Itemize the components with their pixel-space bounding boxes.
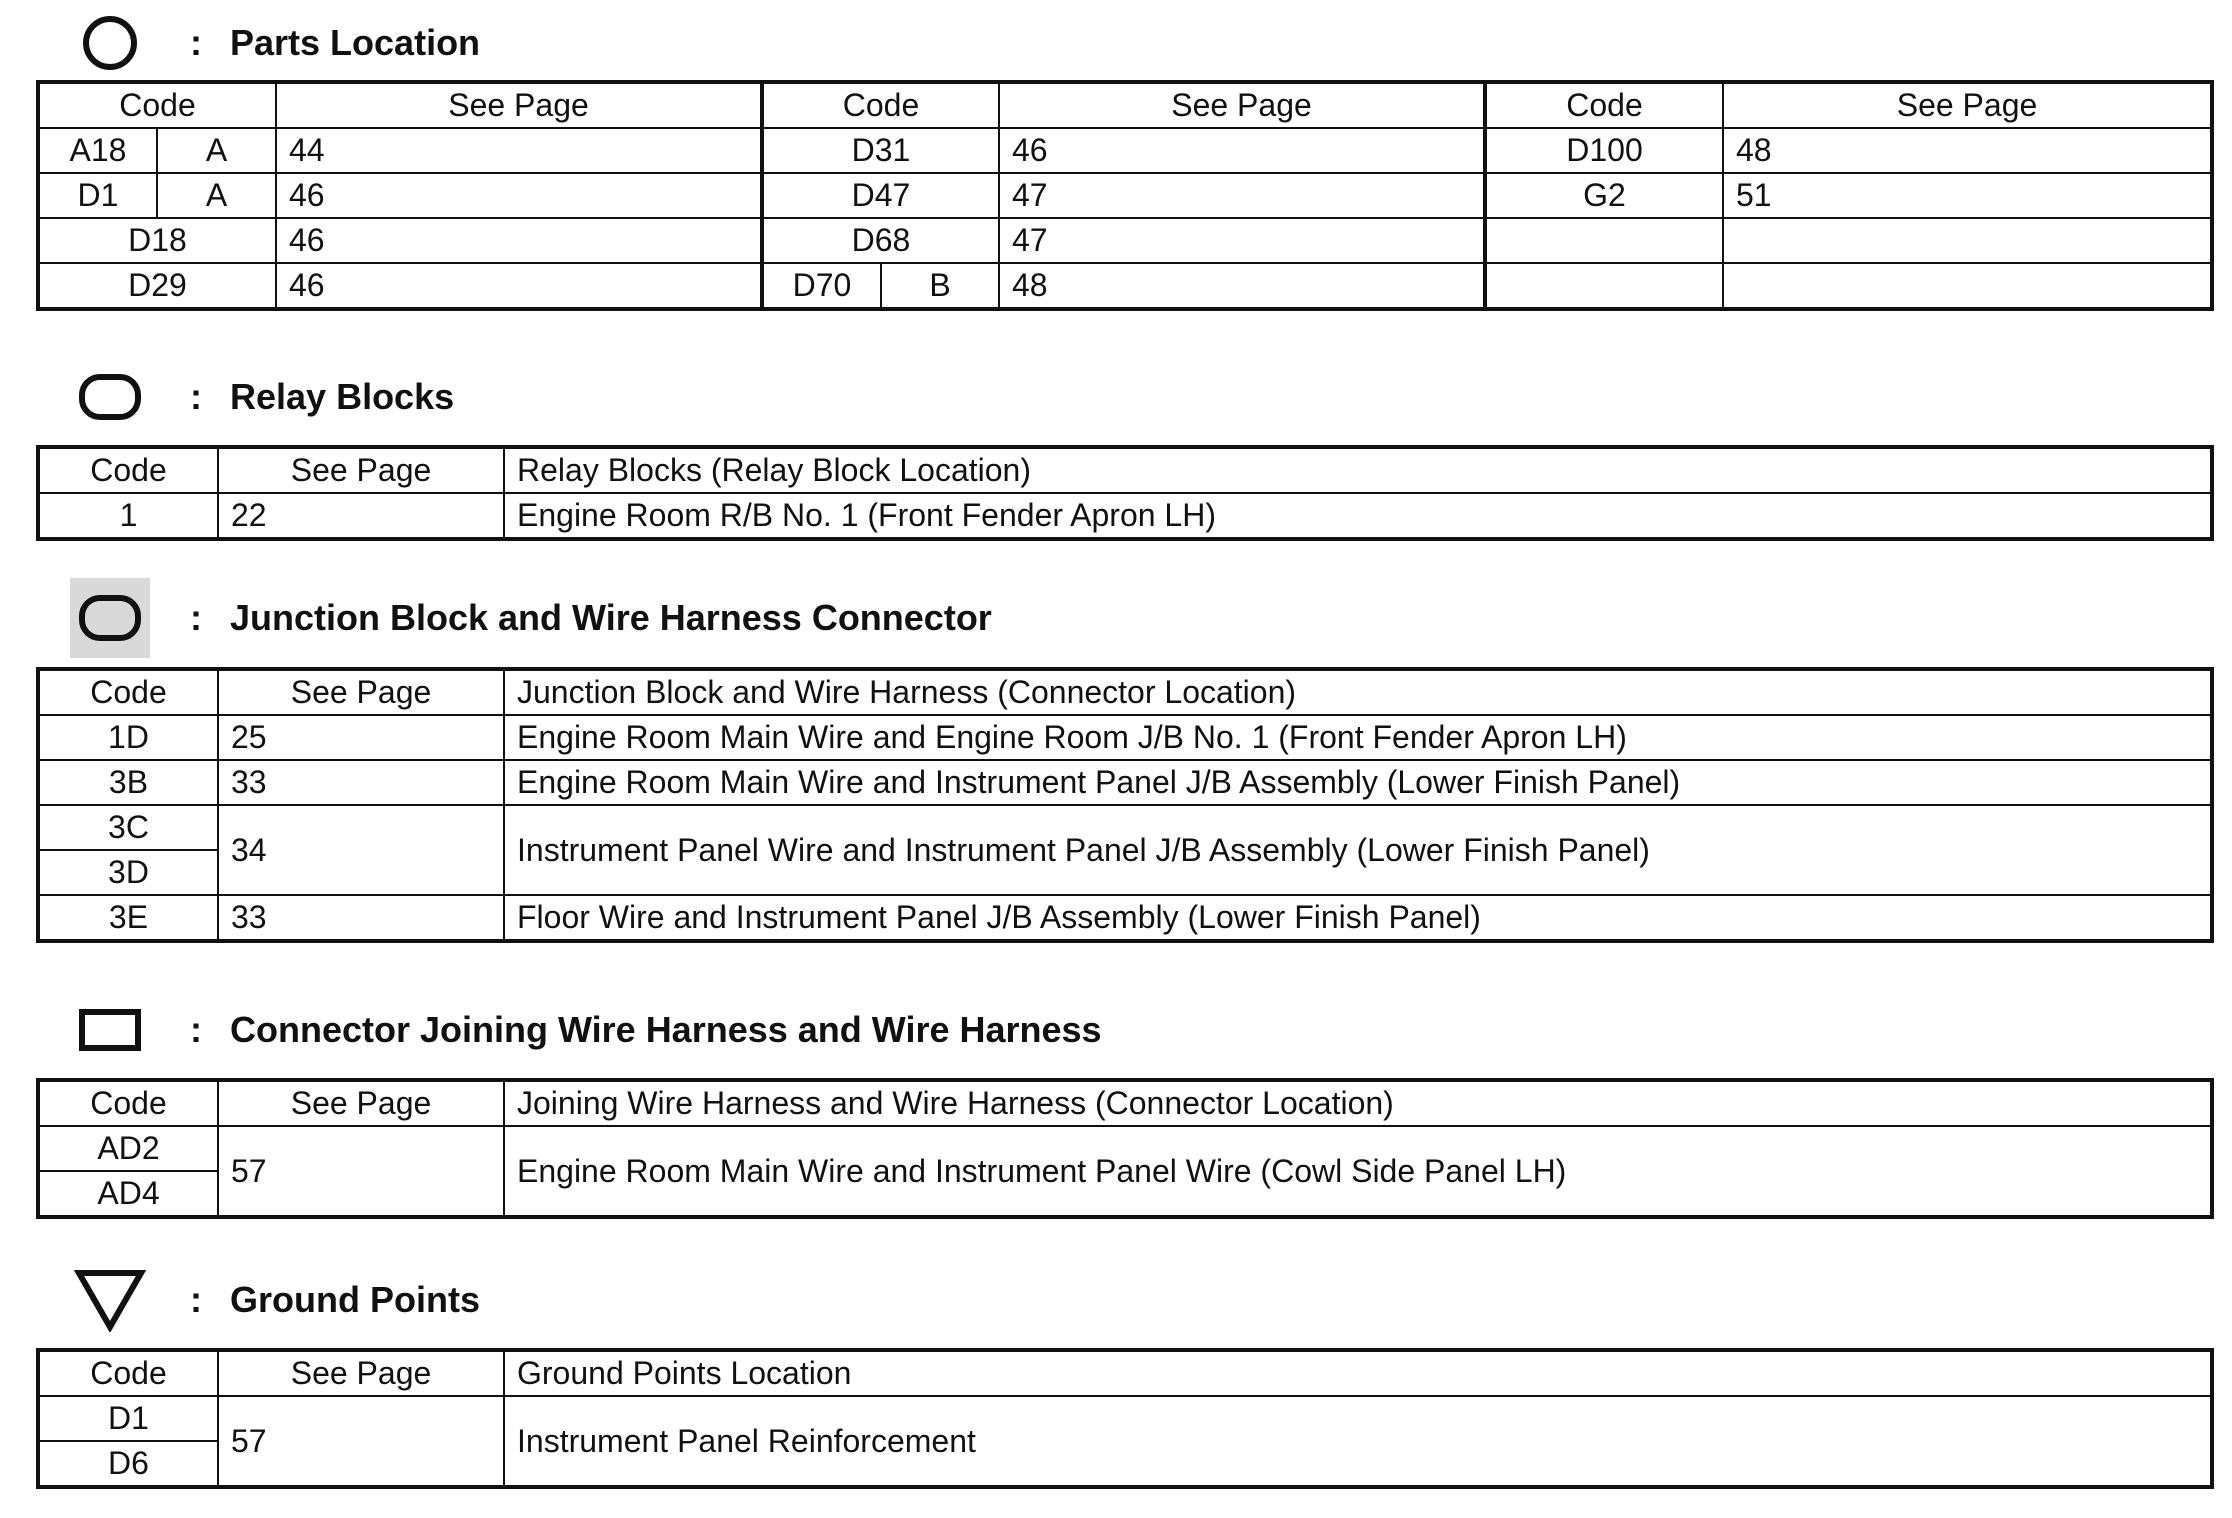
rounded-rectangle-icon — [70, 357, 150, 437]
code-cell: AD2 — [38, 1126, 218, 1171]
code-cell: D31 — [762, 128, 999, 173]
table-row — [38, 263, 2212, 309]
code-cell: 3C — [38, 805, 218, 850]
page-cell: 46 — [276, 218, 762, 263]
code-cell: D68 — [762, 218, 999, 263]
page-cell: 46 — [276, 173, 762, 218]
header-description: Ground Points Location — [504, 1350, 2212, 1396]
sub-code-cell: A — [157, 128, 276, 173]
header-code: Code — [38, 82, 276, 128]
code-cell: D18 — [38, 218, 276, 263]
triangle-down-icon — [70, 1260, 150, 1340]
rectangle-icon — [70, 990, 150, 1070]
table-row — [38, 895, 2212, 941]
page-cell: 44 — [276, 128, 762, 173]
code-cell: 1D — [38, 715, 218, 760]
junction-block-table — [36, 667, 2214, 943]
ground-points-heading — [70, 1260, 480, 1340]
header-see-page: See Page — [218, 447, 504, 493]
header-description: Junction Block and Wire Harness (Connector Location) — [504, 669, 2212, 715]
page-cell: 33 — [218, 760, 504, 805]
section-title: Connector Joining Wire Harness and Wire Harness — [230, 1009, 1102, 1050]
connector-joining-table — [36, 1078, 2214, 1219]
header-code: Code — [38, 1080, 218, 1126]
section-title: Parts Location — [230, 22, 481, 63]
page-cell: 47 — [999, 173, 1485, 218]
page-cell: 48 — [999, 263, 1485, 309]
header-code: Code — [1485, 82, 1723, 128]
code-cell: AD4 — [38, 1171, 218, 1217]
table-header-row — [38, 447, 2212, 493]
table-row — [38, 128, 2212, 173]
page-cell: 57 — [218, 1396, 504, 1487]
junction-block-heading — [70, 578, 992, 658]
code-cell: D1 — [38, 1396, 218, 1441]
colon: : — [190, 1279, 202, 1320]
colon: : — [190, 597, 202, 638]
page-cell: 47 — [999, 218, 1485, 263]
empty-cell — [1485, 218, 1723, 263]
code-cell: 3D — [38, 850, 218, 895]
code-cell: 3B — [38, 760, 218, 805]
section-title: Ground Points — [230, 1279, 480, 1320]
description-cell: Floor Wire and Instrument Panel J/B Assembly (Lower Finish Panel) — [504, 895, 2212, 941]
header-see-page: See Page — [218, 669, 504, 715]
colon: : — [190, 376, 202, 417]
relay-blocks-table — [36, 445, 2214, 541]
table-header-row — [38, 1080, 2212, 1126]
table-row — [38, 715, 2212, 760]
page-cell: 51 — [1723, 173, 2212, 218]
table-row — [38, 218, 2212, 263]
circle-icon — [70, 3, 150, 83]
header-code: Code — [38, 447, 218, 493]
relay-blocks-heading — [70, 357, 454, 437]
parts-location-table — [36, 80, 2214, 311]
table-header-row — [38, 82, 2212, 128]
page-cell: 46 — [276, 263, 762, 309]
table-header-row — [38, 669, 2212, 715]
table-row — [38, 1396, 2212, 1441]
page-cell: 22 — [218, 493, 504, 539]
empty-cell — [1485, 263, 1723, 309]
section-title: Relay Blocks — [230, 376, 455, 417]
description-cell: Instrument Panel Reinforcement — [504, 1396, 2212, 1487]
table-row — [38, 1126, 2212, 1171]
description-cell: Engine Room Main Wire and Instrument Panel J/B Assembly (Lower Finish Panel) — [504, 760, 2212, 805]
page-cell: 33 — [218, 895, 504, 941]
description-cell: Engine Room Main Wire and Instrument Panel Wire (Cowl Side Panel LH) — [504, 1126, 2212, 1217]
code-cell: D1 — [38, 173, 157, 218]
header-see-page: See Page — [276, 82, 762, 128]
table-row — [38, 805, 2212, 850]
header-see-page: See Page — [218, 1350, 504, 1396]
code-cell: G2 — [1485, 173, 1723, 218]
parts-location-heading — [70, 3, 480, 83]
table-row — [38, 493, 2212, 539]
table-header-row — [38, 1350, 2212, 1396]
empty-cell — [1723, 218, 2212, 263]
page-cell: 25 — [218, 715, 504, 760]
header-see-page: See Page — [218, 1080, 504, 1126]
code-cell: A18 — [38, 128, 157, 173]
empty-cell — [1723, 263, 2212, 309]
sub-code-cell: B — [881, 263, 999, 309]
description-cell: Engine Room Main Wire and Engine Room J/B No. 1 (Front Fender Apron LH) — [504, 715, 2212, 760]
description-cell: Engine Room R/B No. 1 (Front Fender Apron LH) — [504, 493, 2212, 539]
page-cell: 46 — [999, 128, 1485, 173]
connector-joining-heading — [70, 990, 1102, 1070]
code-cell: D47 — [762, 173, 999, 218]
header-code: Code — [38, 1350, 218, 1396]
table-row — [38, 760, 2212, 805]
header-see-page: See Page — [999, 82, 1485, 128]
colon: : — [190, 22, 202, 63]
header-description: Joining Wire Harness and Wire Harness (Connector Location) — [504, 1080, 2212, 1126]
table-row — [38, 173, 2212, 218]
page-cell: 57 — [218, 1126, 504, 1217]
header-see-page: See Page — [1723, 82, 2212, 128]
sub-code-cell: A — [157, 173, 276, 218]
code-cell: D6 — [38, 1441, 218, 1487]
page-cell: 48 — [1723, 128, 2212, 173]
page-cell: 34 — [218, 805, 504, 895]
header-code: Code — [762, 82, 999, 128]
section-title: Junction Block and Wire Harness Connector — [230, 597, 992, 638]
ground-points-table — [36, 1348, 2214, 1489]
code-cell: D100 — [1485, 128, 1723, 173]
header-code: Code — [38, 669, 218, 715]
colon: : — [190, 1009, 202, 1050]
shaded-rounded-rectangle-icon — [70, 578, 150, 658]
code-cell: 3E — [38, 895, 218, 941]
header-description: Relay Blocks (Relay Block Location) — [504, 447, 2212, 493]
description-cell: Instrument Panel Wire and Instrument Panel J/B Assembly (Lower Finish Panel) — [504, 805, 2212, 895]
code-cell: 1 — [38, 493, 218, 539]
code-cell: D70 — [762, 263, 881, 309]
code-cell: D29 — [38, 263, 276, 309]
